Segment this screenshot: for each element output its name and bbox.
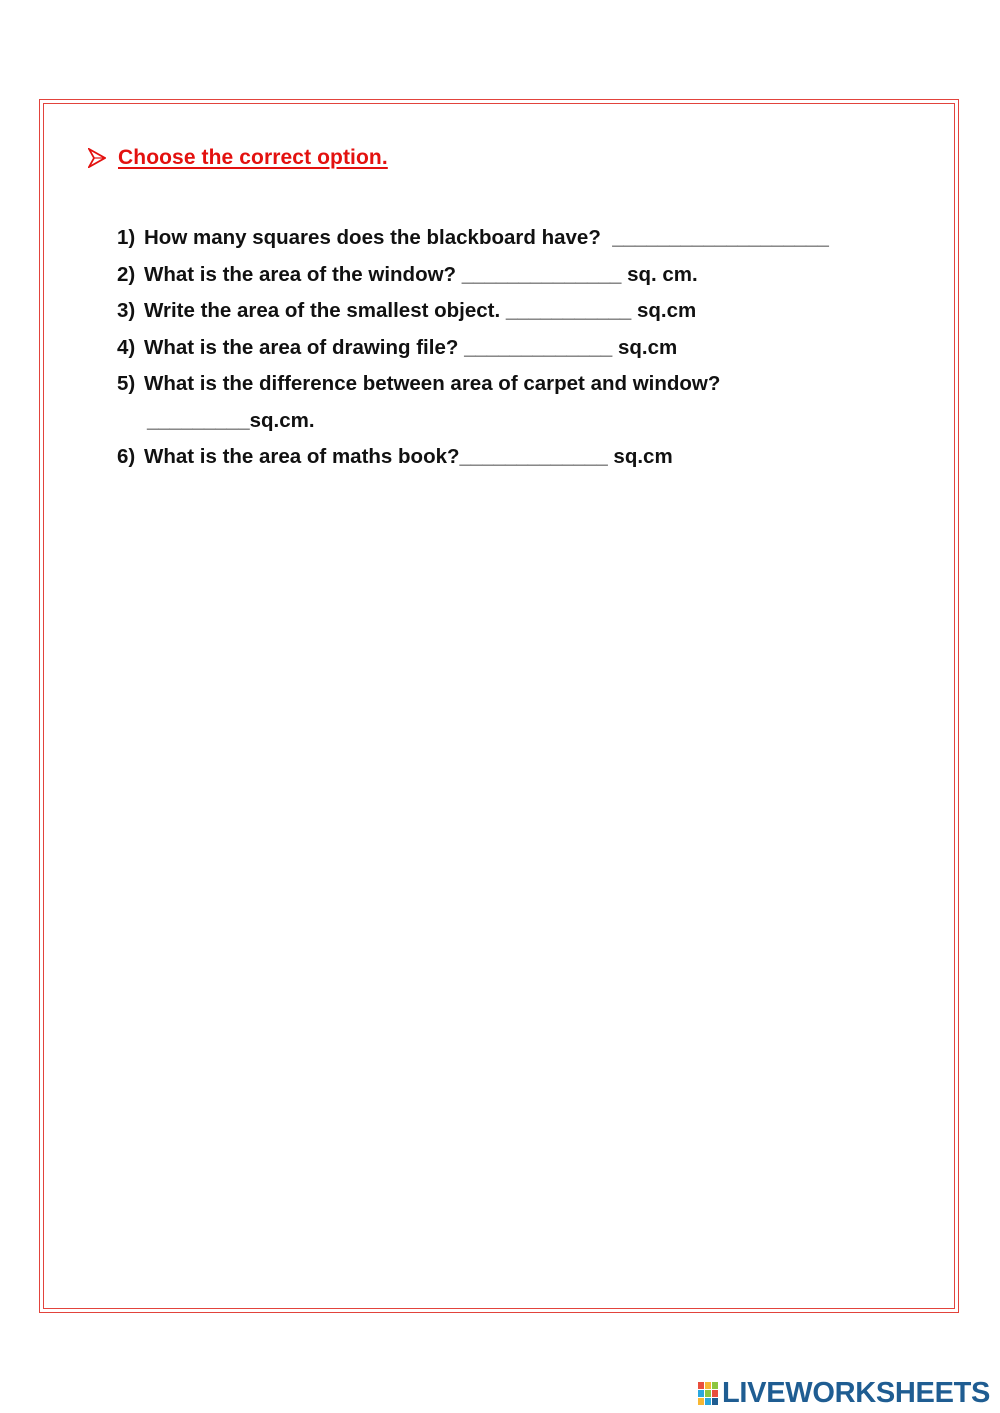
logo-blocks-icon — [698, 1381, 720, 1407]
question-text: Write the area of the smallest object. ___________ sq.cm — [144, 299, 697, 322]
question-number: 3) — [117, 299, 136, 322]
question-item-6 — [117, 439, 937, 476]
question-number: 4) — [117, 335, 136, 359]
question-item-4 — [117, 330, 937, 367]
question-list — [117, 220, 937, 476]
question-text: How many squares does the blackboard have? ___________________ — [144, 226, 829, 249]
arrow-bullet-icon — [88, 148, 106, 168]
logo-text: LIVEWORKSHEETS — [722, 1377, 991, 1409]
question-number: 6) — [117, 445, 136, 468]
question-answer-line: _________sq.cm. — [147, 408, 315, 432]
liveworksheets-logo — [698, 1377, 990, 1410]
question-text: What is the area of maths book?_____________ sq.cm — [144, 445, 673, 468]
question-text: What is the area of drawing file? _____________ sq.cm — [144, 335, 678, 359]
question-text: What is the difference between area of carpet and window? — [144, 372, 721, 395]
question-number: 2) — [117, 262, 136, 286]
section-heading — [88, 146, 388, 170]
heading-text: Choose the correct option. — [118, 146, 388, 169]
question-number: 1) — [117, 226, 136, 249]
question-number: 5) — [117, 372, 136, 395]
question-item-1 — [117, 220, 937, 257]
question-item-3 — [117, 293, 937, 330]
question-text: What is the area of the window? ______________ sq. cm. — [144, 262, 698, 286]
question-item-5 — [117, 366, 937, 439]
question-item-2 — [117, 257, 937, 294]
